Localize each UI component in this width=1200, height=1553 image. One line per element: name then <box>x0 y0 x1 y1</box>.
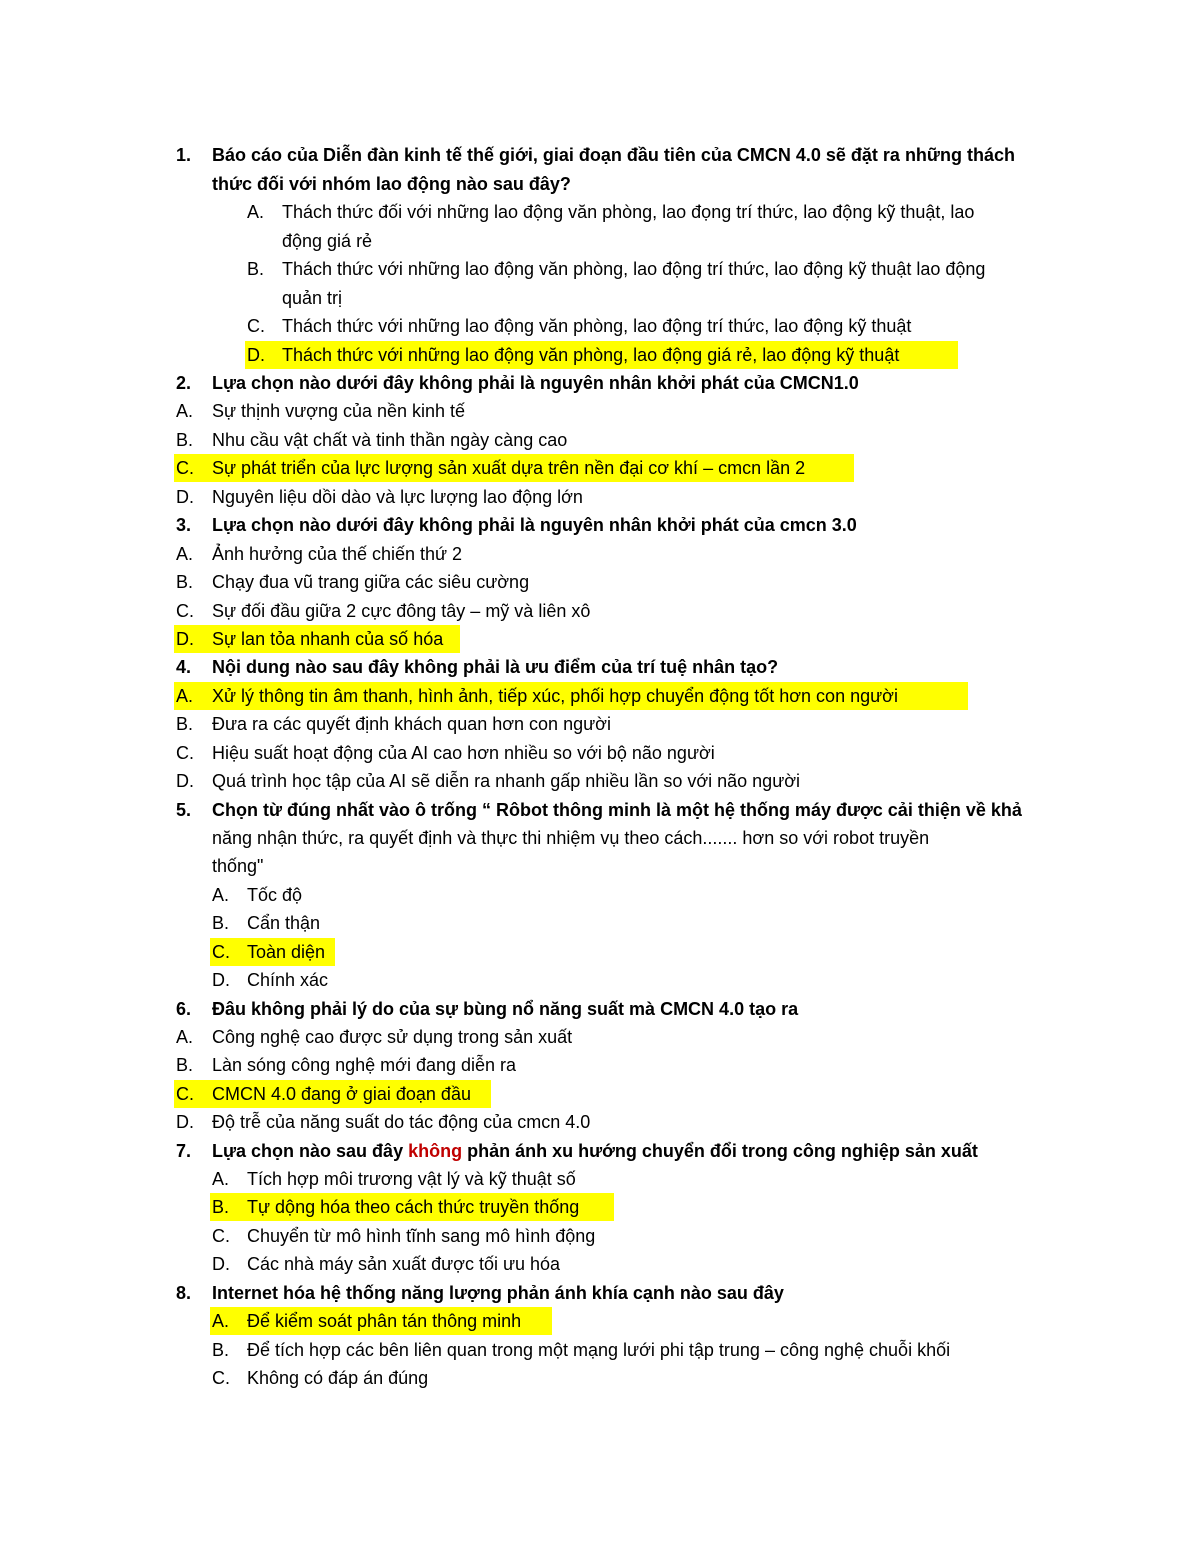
question-number: 8. <box>176 1283 192 1303</box>
option-text: Ảnh hưởng của thế chiến thứ 2 <box>212 544 463 564</box>
option-text: Toàn diện <box>247 942 326 962</box>
option-label: C. <box>212 942 230 962</box>
option-label: D. <box>212 970 230 990</box>
option-text: động giá rẻ <box>282 231 373 251</box>
option-text: Chính xác <box>247 970 329 990</box>
question-number: 7. <box>176 1141 192 1161</box>
option-text: Quá trình học tập của AI sẽ diễn ra nhanh gấp nhiều lần so với não người <box>212 771 801 791</box>
option-label: A. <box>212 1311 230 1331</box>
option-label: C. <box>247 316 265 336</box>
option-label: C. <box>176 601 194 621</box>
option-text: Thách thức với những lao động văn phòng, lao động trí thức, lao động kỹ thuật <box>282 316 912 336</box>
option-text: Chuyển từ mô hình tĩnh sang mô hình động <box>247 1226 596 1246</box>
question-text-after: phản ánh xu hướng chuyển đổi trong công nghiệp sản xuất <box>462 1141 978 1161</box>
option-label: D. <box>176 771 194 791</box>
option-text: Thách thức với những lao động văn phòng, lao động trí thức, lao động kỹ thuật lao động <box>282 259 986 279</box>
option-text: Các nhà máy sản xuất được tối ưu hóa <box>247 1254 561 1274</box>
question-text: Nội dung nào sau đây không phải là ưu điểm của trí tuệ nhân tạo? <box>212 657 779 677</box>
question-text: Internet hóa hệ thống năng lượng phản ánh khía cạnh nào sau đây <box>212 1283 784 1303</box>
option-label: D. <box>247 345 265 365</box>
option-label: C. <box>212 1368 230 1388</box>
option-label: A. <box>176 544 194 564</box>
option-label: D. <box>176 487 194 507</box>
question-text: Đâu không phải lý do của sự bùng nổ năng suất mà CMCN 4.0 tạo ra <box>212 999 799 1019</box>
option-text: Để tích hợp các bên liên quan trong một mạng lưới phi tập trung – công nghệ chuỗi khối <box>247 1340 951 1360</box>
option-text: Độ trễ của năng suất do tác động của cmcn 4.0 <box>212 1112 591 1132</box>
option-text: Hiệu suất hoạt động của AI cao hơn nhiều so với bộ não người <box>212 743 715 763</box>
option-label: C. <box>176 743 194 763</box>
option-text: Tích hợp môi trương vật lý và kỹ thuật số <box>247 1169 576 1189</box>
question-number: 1. <box>176 145 192 165</box>
question-text: thức đối với nhóm lao động nào sau đây? <box>212 174 571 194</box>
option-text: CMCN 4.0 đang ở giai đoạn đầu <box>212 1084 471 1104</box>
option-text: Để kiểm soát phân tán thông minh <box>247 1311 522 1331</box>
option-label: A. <box>176 1027 194 1047</box>
option-label: B. <box>212 1197 230 1217</box>
option-text: Làn sóng công nghệ mới đang diễn ra <box>212 1055 517 1075</box>
option-text: Công nghệ cao được sử dụng trong sản xuất <box>212 1027 573 1047</box>
question-text: Báo cáo của Diễn đàn kinh tế thế giới, giai đoạn đầu tiên của CMCN 4.0 sẽ đặt ra những thách <box>212 145 1015 165</box>
option-text: Không có đáp án đúng <box>247 1368 429 1388</box>
question-text: thống" <box>212 856 264 876</box>
option-label: C. <box>176 458 194 478</box>
question-number: 4. <box>176 657 192 677</box>
question-number: 5. <box>176 800 192 820</box>
option-text: Tốc độ <box>247 885 303 905</box>
option-label: B. <box>176 1055 194 1075</box>
question-number: 6. <box>176 999 192 1019</box>
option-text: Đưa ra các quyết định khách quan hơn con người <box>212 714 611 734</box>
option-label: B. <box>176 714 194 734</box>
option-label: D. <box>176 629 194 649</box>
question-text: Lựa chọn nào dưới đây không phải là nguyên nhân khởi phát của cmcn 3.0 <box>212 515 857 535</box>
question-text-emphasis: không <box>408 1141 463 1161</box>
option-text: Sự đối đầu giữa 2 cực đông tây – mỹ và liên xô <box>212 601 591 621</box>
question-text: Lựa chọn nào dưới đây không phải là nguyên nhân khởi phát của CMCN1.0 <box>212 373 859 393</box>
option-label: B. <box>176 572 194 592</box>
question-text-before: Lựa chọn nào sau đây <box>212 1141 409 1161</box>
option-label: B. <box>212 1340 230 1360</box>
question-text: Chọn từ đúng nhất vào ô trống “ Rôbot thông minh là một hệ thống máy được cải thiện về khả <box>212 800 1022 820</box>
option-text: Cẩn thận <box>247 913 321 933</box>
option-text: Tự dộng hóa theo cách thức truyền thống <box>247 1197 580 1217</box>
option-text: Thách thức đối với những lao động văn phòng, lao đọng trí thức, lao động kỹ thuật, lao <box>282 202 975 222</box>
option-text: Nhu cầu vật chất và tinh thần ngày càng cao <box>212 430 568 450</box>
question-number: 3. <box>176 515 192 535</box>
option-label: A. <box>247 202 265 222</box>
option-text: Xử lý thông tin âm thanh, hình ảnh, tiếp xúc, phối hợp chuyển động tốt hơn con người <box>212 686 898 706</box>
option-label: B. <box>212 913 230 933</box>
option-text: Nguyên liệu dồi dào và lực lượng lao động lớn <box>212 487 583 507</box>
option-label: C. <box>212 1226 230 1246</box>
option-text: quản trị <box>282 288 343 308</box>
option-label: A. <box>212 885 230 905</box>
option-label: A. <box>176 401 194 421</box>
option-label: A. <box>212 1169 230 1189</box>
option-text: Sự thịnh vượng của nền kinh tế <box>212 401 466 421</box>
option-label: A. <box>176 686 194 706</box>
question-number: 2. <box>176 373 192 393</box>
option-label: B. <box>176 430 194 450</box>
question-text <box>212 1137 978 1165</box>
question-text: năng nhận thức, ra quyết định và thực thi nhiệm vụ theo cách....... hơn so với robot truyền <box>212 828 930 848</box>
option-text: Sự phát triển của lực lượng sản xuất dựa trên nền đại cơ khí – cmcn lần 2 <box>212 458 806 478</box>
option-text: Thách thức với những lao động văn phòng, lao động giá rẻ, lao động kỹ thuật <box>282 345 900 365</box>
option-text: Chạy đua vũ trang giữa các siêu cường <box>212 572 530 592</box>
option-text: Sự lan tỏa nhanh của số hóa <box>212 629 444 649</box>
option-label: B. <box>247 259 265 279</box>
option-label: D. <box>212 1254 230 1274</box>
option-label: D. <box>176 1112 194 1132</box>
option-label: C. <box>176 1084 194 1104</box>
